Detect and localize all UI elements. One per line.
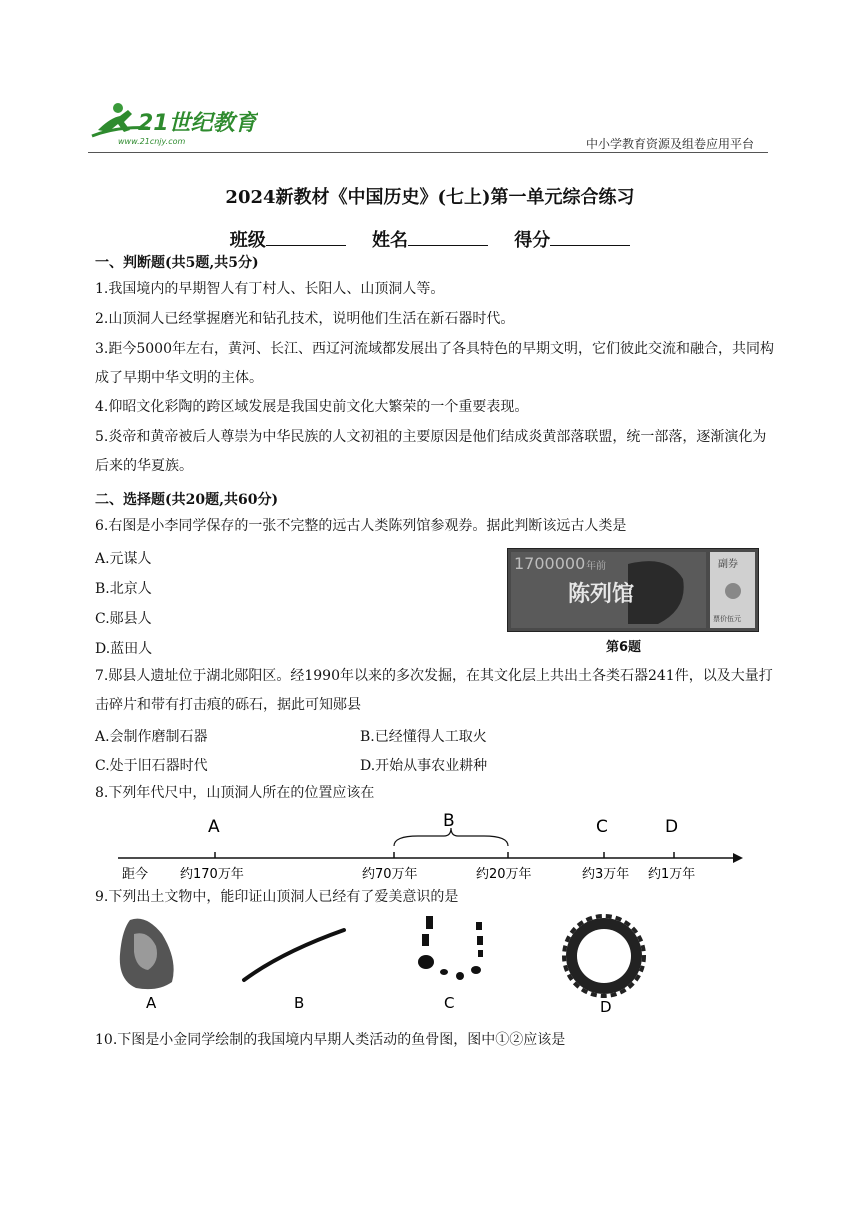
timeline-tick-label: 约3万年 [582, 867, 630, 882]
timeline-start-label: 距今 [122, 867, 149, 882]
logo-url-text: www.21cnjy.com [118, 137, 186, 146]
q9-option-d[interactable]: D [600, 998, 612, 1016]
timeline-letter-a[interactable]: A [208, 817, 220, 837]
q9-option-a[interactable]: A [146, 994, 157, 1012]
question-7: 7.郧县人遗址位于湖北郧阳区。经1990年以来的多次发掘，在其文化层上共出土各类石器241件，以及大量打击碎片和带有打击痕的砾石，据此可知郧县 [95, 668, 773, 713]
class-label: 班级 [229, 230, 266, 251]
question-2: 2.山顶洞人已经掌握磨光和钻孔技术，说明他们生活在新石器时代。 [95, 311, 515, 327]
museum-ticket-image [507, 548, 759, 632]
stone-tool-icon [120, 919, 174, 990]
q6-figure-caption: 第6题 [606, 640, 642, 655]
q6-option-b[interactable]: B.北京人 [95, 581, 152, 597]
q9-artifacts [112, 912, 672, 1020]
question-9: 9.下列出土文物中，能印证山顶洞人已经有了爱美意识的是 [95, 889, 459, 905]
ticket-price: 票价伍元 [713, 615, 741, 623]
question-10: 10.下图是小金同学绘制的我国境内早期人类活动的鱼骨图，图中①②应该是 [95, 1032, 566, 1048]
question-4: 4.仰昭文化彩陶的跨区域发展是我国史前文化大繁荣的一个重要表现。 [95, 399, 529, 415]
q7-option-a[interactable]: A.会制作磨制石器 [95, 729, 208, 745]
ticket-stub: 副券 [718, 559, 738, 570]
q9-option-b[interactable]: B [294, 994, 305, 1012]
student-info-row [0, 226, 860, 252]
name-blank[interactable] [408, 229, 488, 246]
logo-text: 21世纪教育 [138, 111, 257, 136]
score-blank[interactable] [550, 229, 630, 246]
q9-option-c[interactable]: C [444, 994, 455, 1012]
q8-timeline [118, 812, 743, 894]
page-title: 2024新教材《中国历史》(七上)第一单元综合练习 [225, 187, 635, 208]
q7-option-b[interactable]: B.已经懂得人工取火 [360, 729, 487, 745]
timeline-tick-label: 约20万年 [476, 867, 532, 882]
section-heading-judgement: 一、判断题(共5题,共5分) [95, 255, 259, 271]
question-8: 8.下列年代尺中，山顶洞人所在的位置应该在 [95, 785, 375, 801]
bracelet-ring-icon [564, 916, 644, 996]
ticket-stub-emblem-icon [725, 583, 741, 599]
platform-label: 中小学教育资源及组卷应用平台 [586, 137, 755, 151]
q7-option-c[interactable]: C.处于旧石器时代 [95, 758, 208, 774]
ticket-years: 1700000 [514, 554, 586, 573]
bone-needle-icon [244, 930, 344, 980]
class-blank[interactable] [266, 229, 346, 246]
question-6: 6.右图是小李同学保存的一张不完整的远古人类陈列馆参观券。据此判断该远古人类是 [95, 518, 627, 534]
score-label: 得分 [514, 230, 551, 251]
q6-option-a[interactable]: A.元谋人 [95, 551, 152, 567]
ornament-beads-icon [418, 916, 483, 980]
timeline-tick-label: 约170万年 [180, 867, 244, 882]
ticket-hall: 陈列馆 [568, 582, 635, 607]
q7-option-d[interactable]: D.开始从事农业耕种 [360, 758, 488, 774]
timeline-tick-label: 约1万年 [648, 867, 696, 882]
logo [88, 100, 258, 150]
timeline-tick-label: 约70万年 [362, 867, 418, 882]
timeline-letter-d[interactable]: D [665, 817, 679, 837]
timeline-letter-c[interactable]: C [596, 817, 608, 837]
question-1: 1.我国境内的早期智人有丁村人、长阳人、山顶洞人等。 [95, 281, 445, 297]
q6-option-d[interactable]: D.蓝田人 [95, 641, 153, 657]
name-label: 姓名 [372, 230, 408, 251]
q6-option-c[interactable]: C.郧县人 [95, 611, 152, 627]
timeline-arrow-icon [733, 853, 743, 863]
section-heading-choice: 二、选择题(共20题,共60分) [95, 492, 279, 508]
ticket-years-suffix: 年前 [586, 561, 606, 572]
header-divider [88, 152, 768, 153]
question-3: 3.距今5000年左右，黄河、长江、西辽河流域都发展出了各具特色的早期文明，它们彼此交流和融合，共同构成了早期中华文明的主体。 [95, 341, 774, 386]
timeline-letter-b[interactable]: B [443, 812, 455, 831]
question-5: 5.炎帝和黄帝被后人尊崇为中华民族的人文初祖的主要原因是他们结成炎黄部落联盟，统一部落，逐渐演化为后来的华夏族。 [95, 429, 767, 474]
